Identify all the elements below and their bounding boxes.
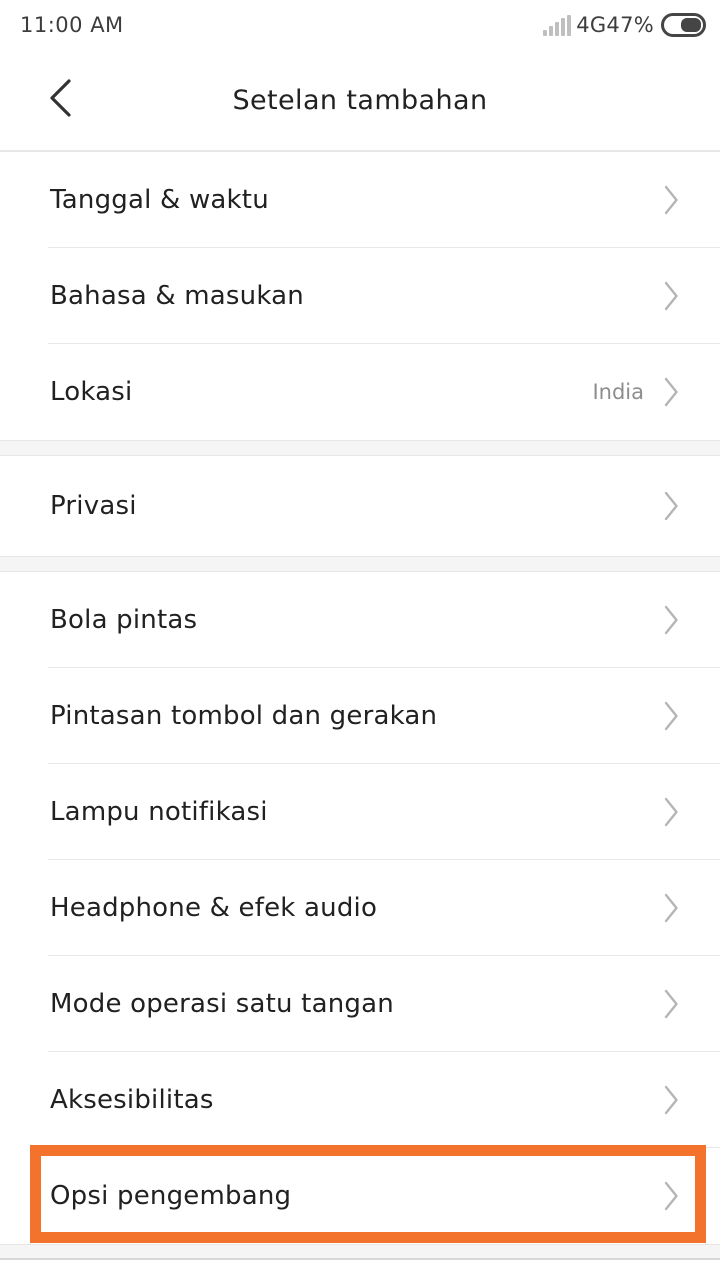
chevron-right-icon [662,280,680,312]
item-label: Lampu notifikasi [50,797,268,827]
settings-item-lampu-notifikasi[interactable] [0,764,720,860]
settings-section-3 [0,572,720,1244]
section-separator [0,440,720,456]
settings-item-mode-satu-tangan[interactable] [0,956,720,1052]
chevron-right-icon [662,376,680,408]
item-label: Pintasan tombol dan gerakan [50,701,438,731]
status-icons [541,13,706,37]
status-bar [0,0,720,50]
chevron-right-icon [662,184,680,216]
settings-section-1 [0,152,720,440]
chevron-right-icon [662,490,680,522]
item-label: Opsi pengembang [50,1181,292,1211]
chevron-right-icon [662,1084,680,1116]
item-label: Bola pintas [50,605,198,635]
clock-text: 11:00 AM [20,13,124,37]
section-separator [0,556,720,572]
item-label: Bahasa & masukan [50,281,304,311]
chevron-right-icon [662,604,680,636]
battery-percent-text: 47% [606,13,654,37]
item-label: Tanggal & waktu [50,185,269,215]
chevron-right-icon [662,892,680,924]
signal-strength-icon [541,15,571,36]
item-label: Lokasi [50,377,133,407]
settings-section-2 [0,456,720,556]
settings-item-tanggal-waktu[interactable] [0,152,720,248]
item-label: Aksesibilitas [50,1085,214,1115]
page-title: Setelan tambahan [232,84,488,116]
item-label: Privasi [50,491,137,521]
item-value: India [592,380,644,404]
settings-item-opsi-pengembang[interactable] [0,1148,720,1244]
battery-icon [661,13,706,37]
header [0,50,720,152]
back-button[interactable] [42,78,78,122]
chevron-right-icon [662,988,680,1020]
chevron-right-icon [662,796,680,828]
chevron-left-icon [45,77,75,123]
network-type-text: 4G [576,13,607,37]
settings-item-aksesibilitas[interactable] [0,1052,720,1148]
settings-item-bola-pintas[interactable] [0,572,720,668]
item-label: Headphone & efek audio [50,893,378,923]
settings-item-pintasan-tombol-gerakan[interactable] [0,668,720,764]
settings-item-privasi[interactable] [0,456,720,556]
bottom-separator [0,1244,720,1260]
chevron-right-icon [662,1180,680,1212]
chevron-right-icon [662,700,680,732]
settings-item-headphone-efek-audio[interactable] [0,860,720,956]
settings-item-lokasi[interactable] [0,344,720,440]
item-label: Mode operasi satu tangan [50,989,394,1019]
settings-item-bahasa-masukan[interactable] [0,248,720,344]
